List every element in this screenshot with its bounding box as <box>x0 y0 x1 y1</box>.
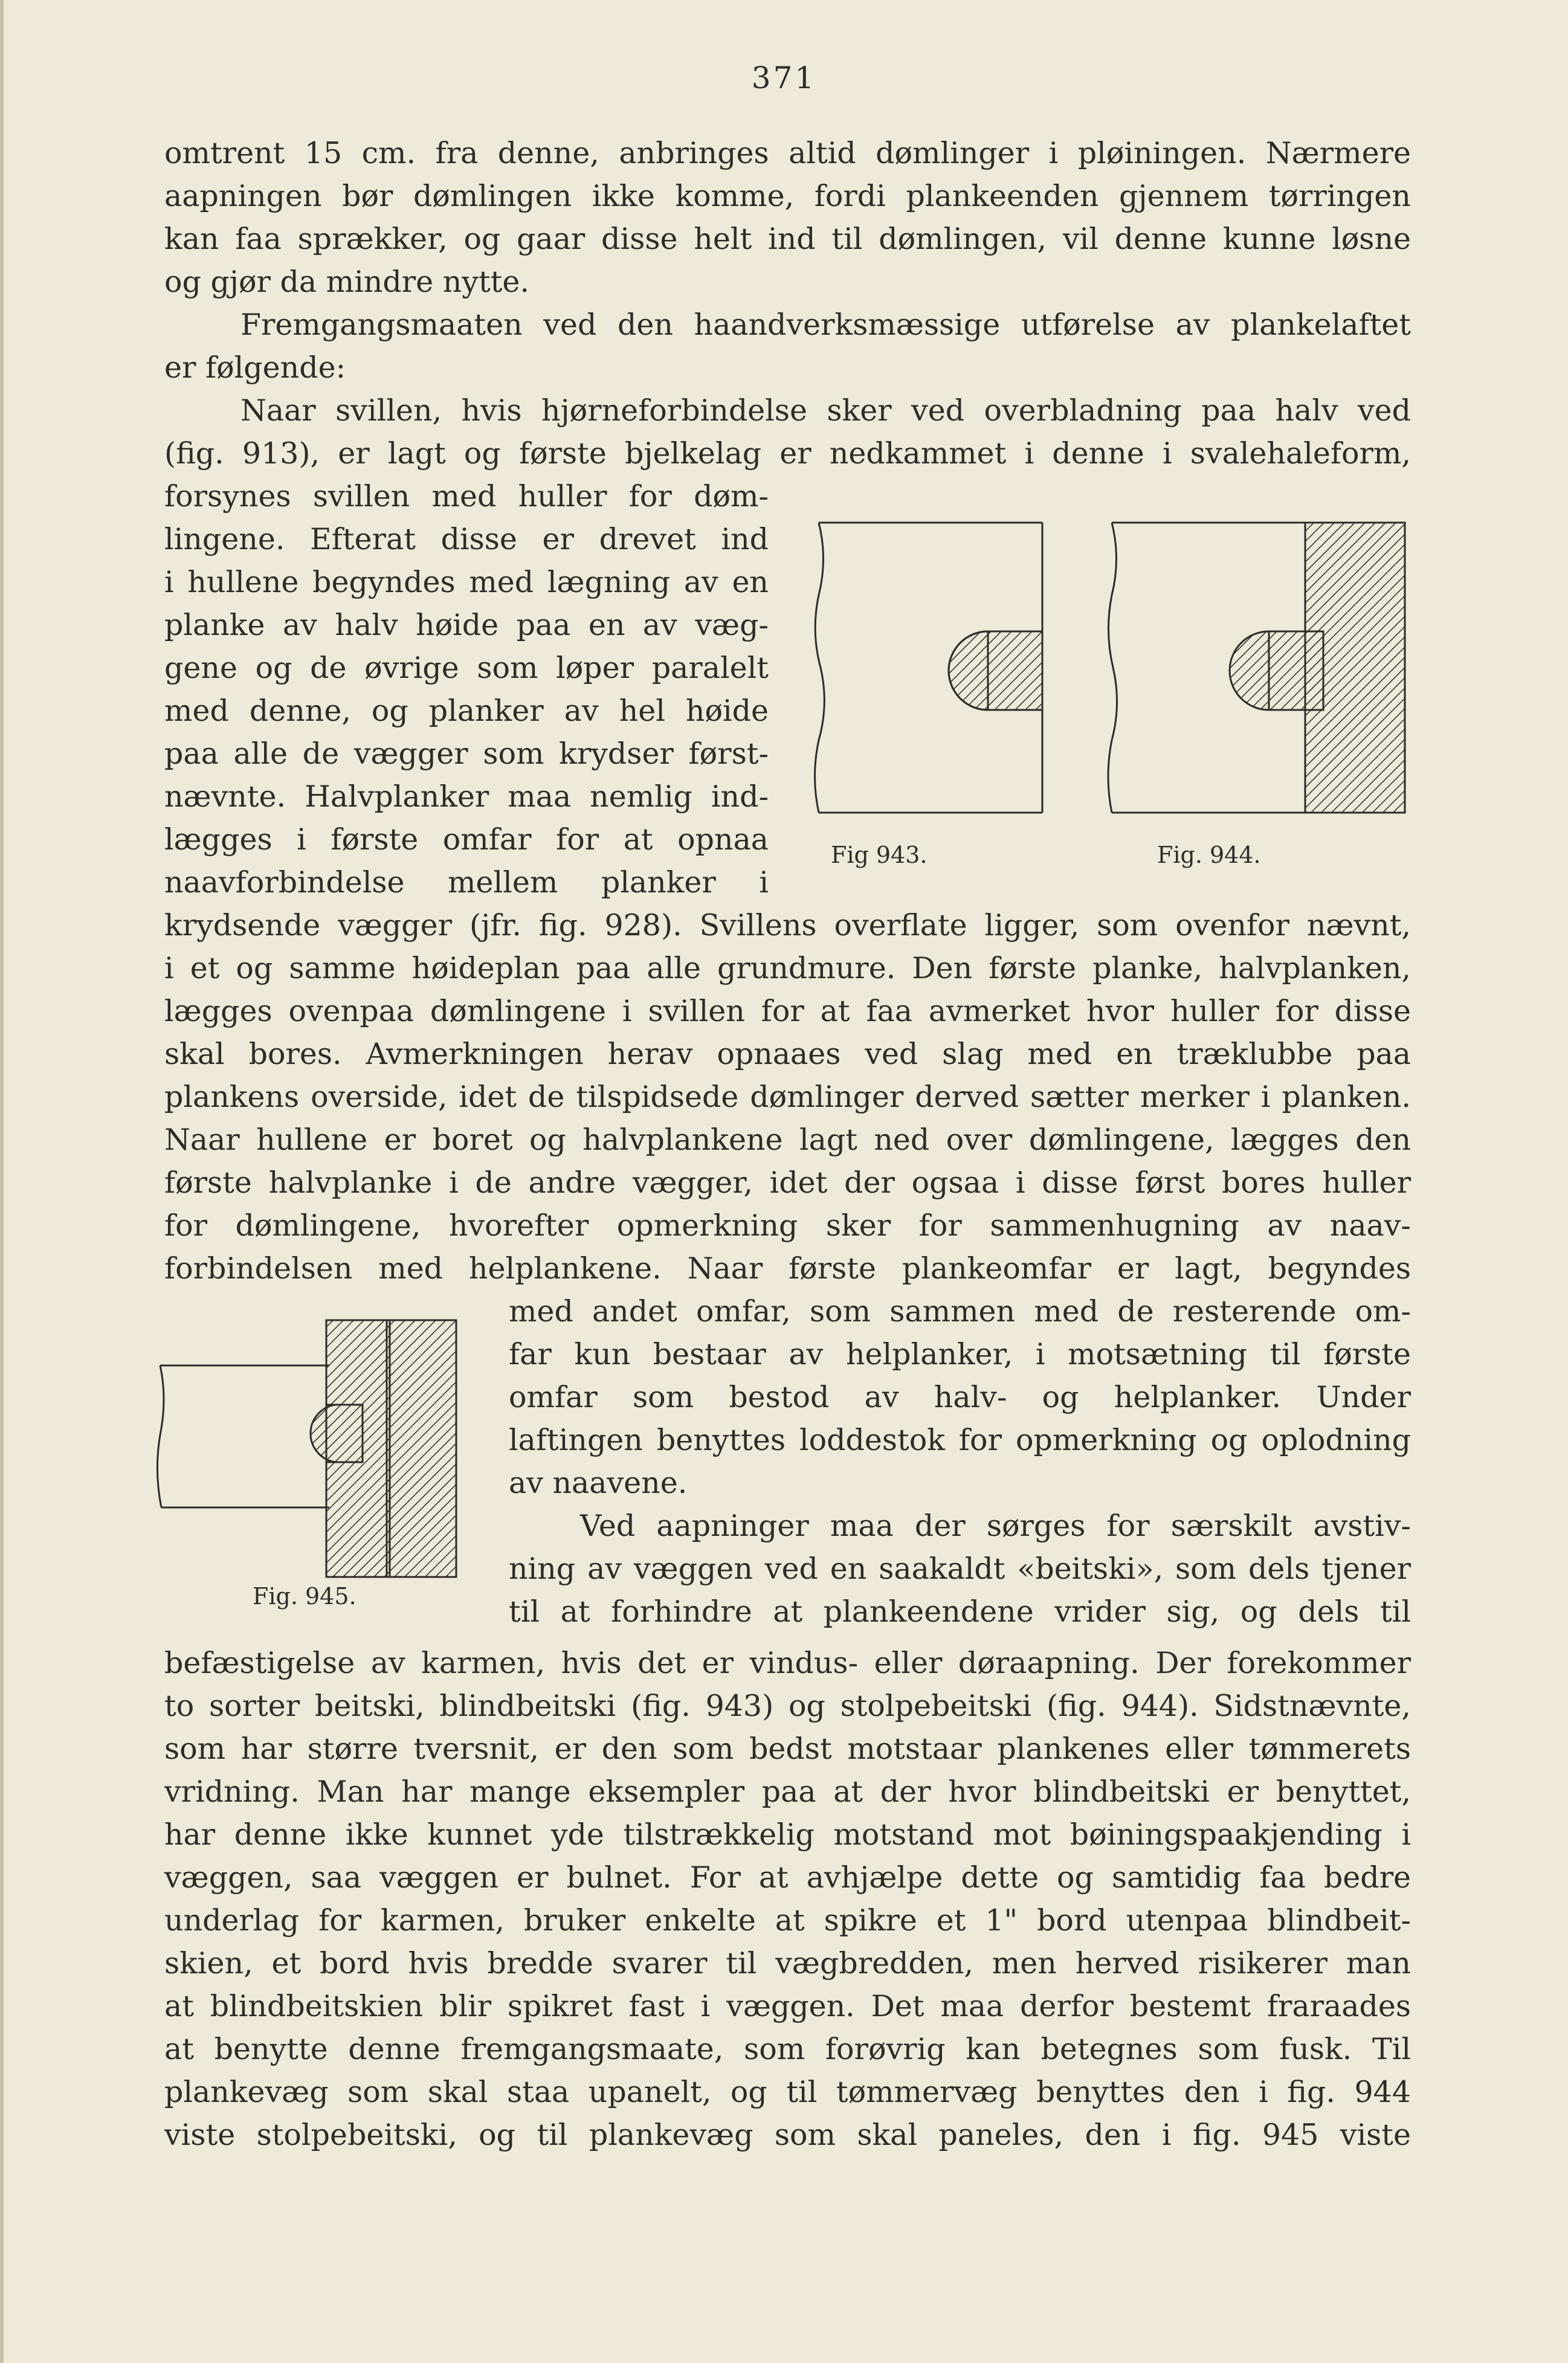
text-line: med andet omfar, som sammen med de resterende om- <box>509 1294 1411 1329</box>
text-line: ning av væggen ved en saakaldt «beitski», som dels tjener <box>509 1552 1411 1586</box>
text-line: lingene. Efterat disse er drevet ind <box>164 522 769 556</box>
text-line: Ved aapninger maa der sørges for særskilt avstiv- <box>580 1509 1411 1543</box>
fig-945-caption: Fig. 945. <box>253 1583 357 1610</box>
text-line: omfar som bestod av halv- og helplanker. Under <box>509 1380 1411 1414</box>
text-line: lægges ovenpaa dømlingene i svillen for at faa avmerket hvor huller for disse <box>164 994 1411 1028</box>
text-line: vridning. Man har mange eksempler paa at der hvor blindbeitski er benyttet, <box>164 1775 1411 1809</box>
text-line: i hullene begyndes med lægning av en <box>164 565 769 599</box>
text-line: at blindbeitskien blir spikret fast i væggen. Det maa derfor bestemt fraraades <box>164 1989 1411 2023</box>
text-line: laftingen benyttes loddestok for opmerkning og oplodning <box>509 1423 1411 1457</box>
text-line: forbindelsen med helplankene. Naar første plankeomfar er lagt, begyndes <box>164 1251 1411 1286</box>
text-line: væggen, saa væggen er bulnet. For at avhjælpe dette og samtidig faa bedre <box>164 1860 1411 1895</box>
page-edge-shadow <box>0 0 4 2363</box>
figure-943 <box>804 511 1063 825</box>
text-line: aapningen bør dømlingen ikke komme, fordi plankeenden gjennem tørringen <box>164 179 1411 213</box>
text-line: av naavene. <box>509 1466 688 1500</box>
figure-944 <box>1100 511 1414 825</box>
text-line: Fremgangsmaaten ved den haandverksmæssige utførelse av plankelaftet <box>240 308 1411 342</box>
text-line: viste stolpebeitski, og til plankevæg som skal paneles, den i fig. 945 viste <box>164 2118 1411 2152</box>
text-line: underlag for karmen, bruker enkelte at spikre et 1" bord utenpaa blindbeit- <box>164 1903 1411 1938</box>
text-line: i et og samme høideplan paa alle grundmure. Den første planke, halvplanken, <box>164 951 1411 985</box>
text-line: har denne ikke kunnet yde tilstrækkelig motstand mot bøiningspaakjending i <box>164 1817 1411 1852</box>
text-line: kan faa sprækker, og gaar disse helt ind til dømlingen, vil denne kunne løsne <box>164 222 1411 256</box>
figure-945 <box>154 1314 474 1580</box>
text-line: første halvplanke i de andre vægger, idet der ogsaa i disse først bores huller <box>164 1165 1411 1200</box>
text-line: far kun bestaar av helplanker, i motsætning til første <box>509 1337 1411 1372</box>
text-line: plankens overside, idet de tilspidsede dømlinger derved sætter merker i planken. <box>164 1080 1411 1114</box>
text-line: at benytte denne fremgangsmaate, som forøvrig kan betegnes som fusk. Til <box>164 2032 1411 2066</box>
text-line: lægges i første omfar for at opnaa <box>164 822 769 857</box>
text-line: nævnte. Halvplanker maa nemlig ind- <box>164 779 769 814</box>
page-number: 371 <box>751 60 817 95</box>
text-line: skien, et bord hvis bredde svarer til vægbredden, men herved risikerer man <box>164 1946 1411 1981</box>
text-line: (fig. 913), er lagt og første bjelkelag er nedkammet i denne i svalehaleform, <box>164 436 1411 471</box>
text-line: Naar hullene er boret og halvplankene lagt ned over dømlingene, lægges den <box>164 1123 1411 1157</box>
fig-943-caption: Fig 943. <box>831 842 928 868</box>
text-line: skal bores. Avmerkningen herav opnaaes ved slag med en træklubbe paa <box>164 1037 1411 1071</box>
text-line: krydsende vægger (jfr. fig. 928). Svillens overflate ligger, som ovenfor nævnt, <box>164 908 1411 943</box>
text-line: planke av halv høide paa en av væg- <box>164 608 769 642</box>
text-line: naavforbindelse mellem planker i <box>164 865 769 900</box>
text-line: paa alle de vægger som krydser først- <box>164 737 769 771</box>
text-line: til at forhindre at plankeendene vrider sig, og dels til <box>509 1594 1411 1629</box>
text-line: for dømlingene, hvorefter opmerkning sker for sammenhugning av naav- <box>164 1208 1411 1243</box>
text-line: to sorter beitski, blindbeitski (fig. 943) og stolpebeitski (fig. 944). Sidstnævnte, <box>164 1689 1411 1723</box>
text-line: med denne, og planker av hel høide <box>164 694 769 728</box>
text-line: og gjør da mindre nytte. <box>164 265 529 299</box>
fig-944-caption: Fig. 944. <box>1157 842 1261 868</box>
text-line: forsynes svillen med huller for døm- <box>164 479 769 514</box>
text-line: befæstigelse av karmen, hvis det er vindus- eller døraapning. Der forekommer <box>164 1646 1411 1680</box>
text-line: er følgende: <box>164 350 346 385</box>
text-line: gene og de øvrige som løper paralelt <box>164 651 769 685</box>
text-line: Naar svillen, hvis hjørneforbindelse sker ved overbladning paa halv ved <box>240 393 1411 428</box>
text-line: plankevæg som skal staa upanelt, og til tømmervæg benyttes den i fig. 944 <box>164 2075 1411 2109</box>
text-line: som har større tversnit, er den som bedst motstaar plankenes eller tømmerets <box>164 1732 1411 1766</box>
text-line: omtrent 15 cm. fra denne, anbringes altid dømlinger i pløiningen. Nærmere <box>164 136 1411 170</box>
